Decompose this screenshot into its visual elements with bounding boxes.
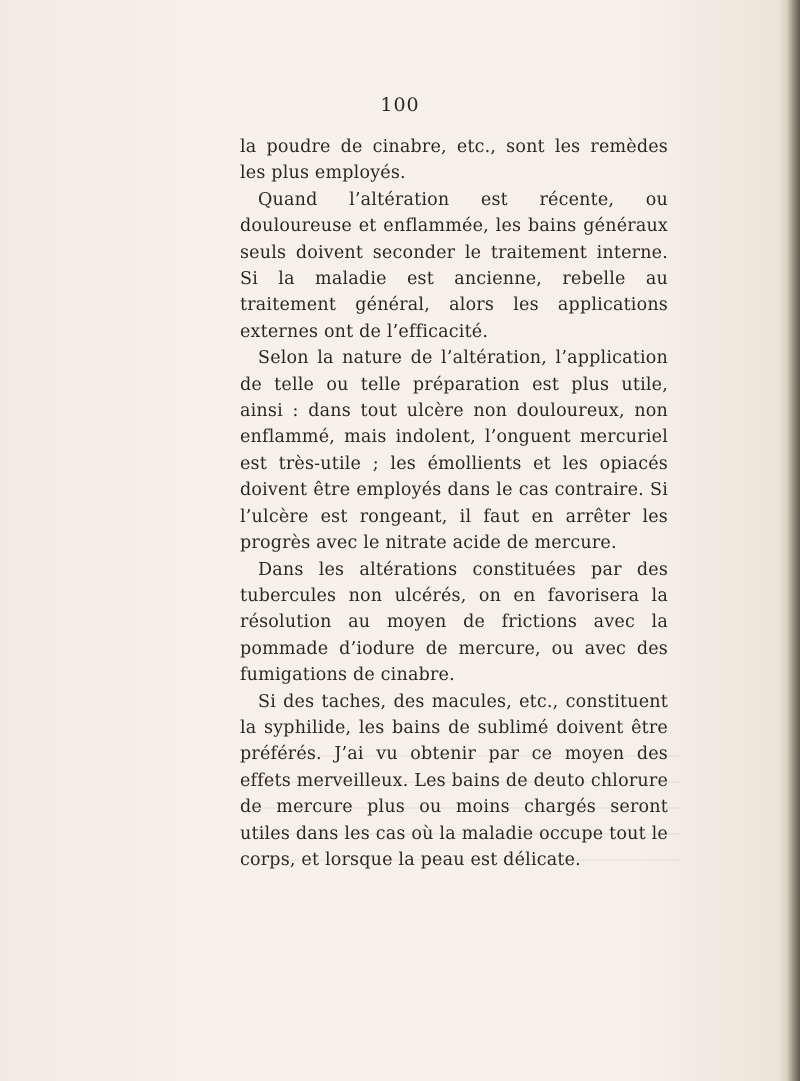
paragraph-1: la poudre de cinabre, etc., sont les remèdes les plus employés. xyxy=(240,137,668,184)
page-number: 100 xyxy=(380,94,420,116)
show-through-bleed xyxy=(250,755,680,875)
paragraph-4: Dans les altérations constituées par des tubercules non ulcérés, on en favorisera la résolution au moyen de frictions avec la pommade d’iodure de mercure, ou avec des fumigations de cinabre. xyxy=(240,559,668,686)
page-edge-shadow xyxy=(778,0,800,1081)
paragraph-5: Si des taches, des macules, etc., constituent la syphilide, les bains de sublimé doivent être préférés. J’ai vu obtenir par ce moyen des effets merveilleux. Les bains de deuto chlorure de mercure plus ou moins chargés seront utiles dans les cas où la maladie occupe tout le corps, et lorsque la peau est délicate. xyxy=(240,691,668,870)
paragraph-2: Quand l’altération est récente, ou douloureuse et enflammée, les bains généraux seuls doivent seconder le traitement interne. Si la maladie est ancienne, rebelle au traitement général, alors les applications externes ont de l’efficacité. xyxy=(240,189,668,342)
paragraph-3: Selon la nature de l’altération, l’application de telle ou telle préparation est plus utile, ainsi : dans tout ulcère non douloureux, non enflammé, mais indolent, l’onguent mercuriel est très-utile ; les émollients et les opiacés doivent être employés dans le cas contraire. Si l’ulcère est rongeant, il faut en arrêter les progrès avec le nitrate acide de mercure. xyxy=(240,348,668,554)
